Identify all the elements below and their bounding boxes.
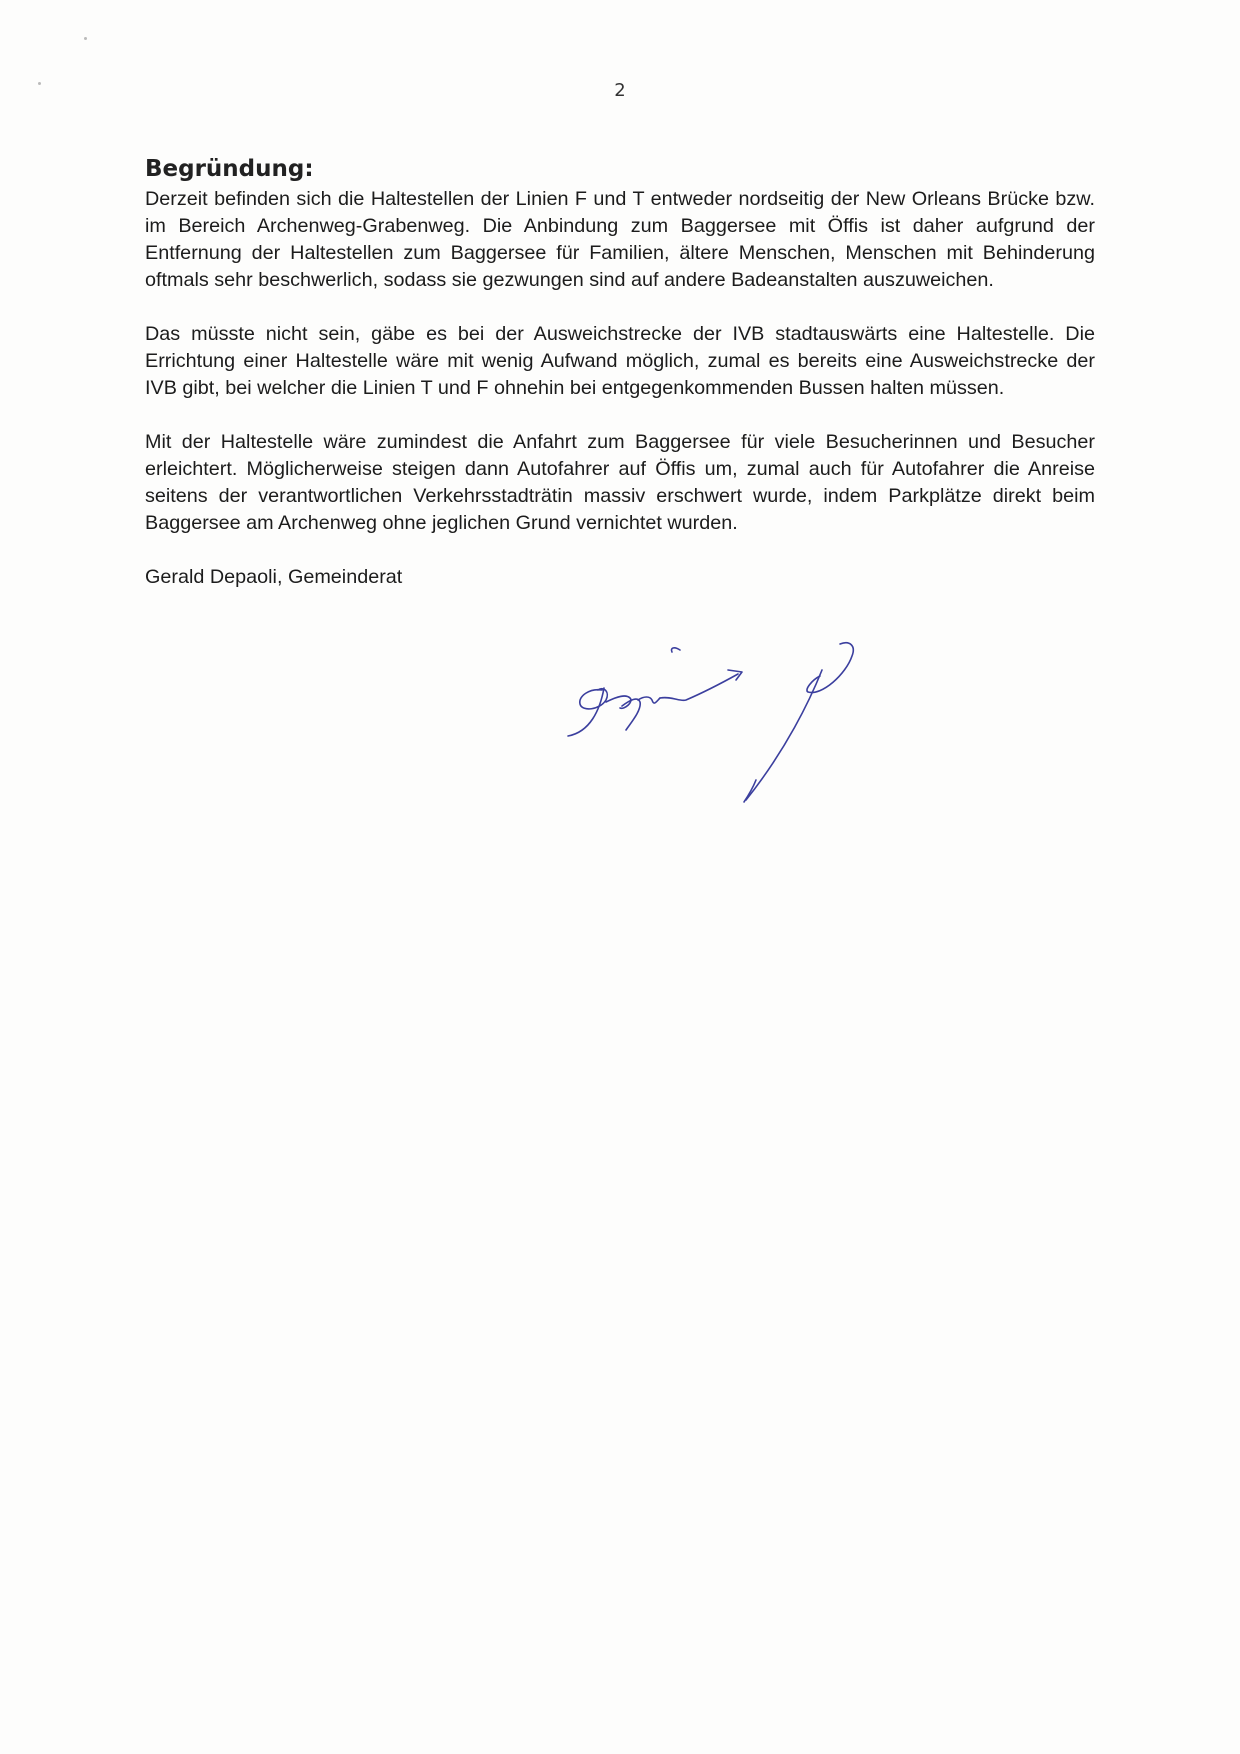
- signoff-line: Gerald Depaoli, Gemeinderat: [145, 566, 403, 588]
- section-heading: Begründung:: [145, 156, 314, 182]
- page-number: 2: [614, 80, 626, 101]
- paragraph: Das müsste nicht sein, gäbe es bei der Ausweichstrecke der IVB stadtauswärts eine Haltestelle. Die Errichtung einer Haltestelle wäre mit wenig Aufwand möglich, zumal es bereits eine Ausweichstrecke der IVB gibt, bei welcher die Linien T und F ohnehin bei entgegenkommenden Bussen halten müssen.: [145, 323, 1095, 399]
- document-body: [145, 156, 1095, 591]
- scan-speck: [84, 37, 87, 40]
- paragraph: Derzeit befinden sich die Haltestellen der Linien F und T entweder nordseitig der New Orleans Brücke bzw. im Bereich Archenweg-Grabenweg. Die Anbindung zum Baggersee mit Öffis ist daher aufgrund der Entfernung der Haltestellen zum Baggersee für Familien, ältere Menschen, Menschen mit Behinderung oftmals sehr beschwerlich, sodass sie gezwungen sind auf andere Badeanstalten auszuweichen.: [145, 188, 1095, 291]
- paragraph: Mit der Haltestelle wäre zumindest die Anfahrt zum Baggersee für viele Besucherinnen und Besucher erleichtert. Möglicherweise steigen dann Autofahrer auf Öffis um, zumal auch für Autofahrer die Anreise seitens der verantwortlichen Verkehrsstadträtin massiv erschwert wurde, indem Parkplätze direkt beim Baggersee am Archenweg ohne jeglichen Grund vernichtet wurden.: [145, 431, 1095, 534]
- handwritten-signature: [560, 640, 940, 810]
